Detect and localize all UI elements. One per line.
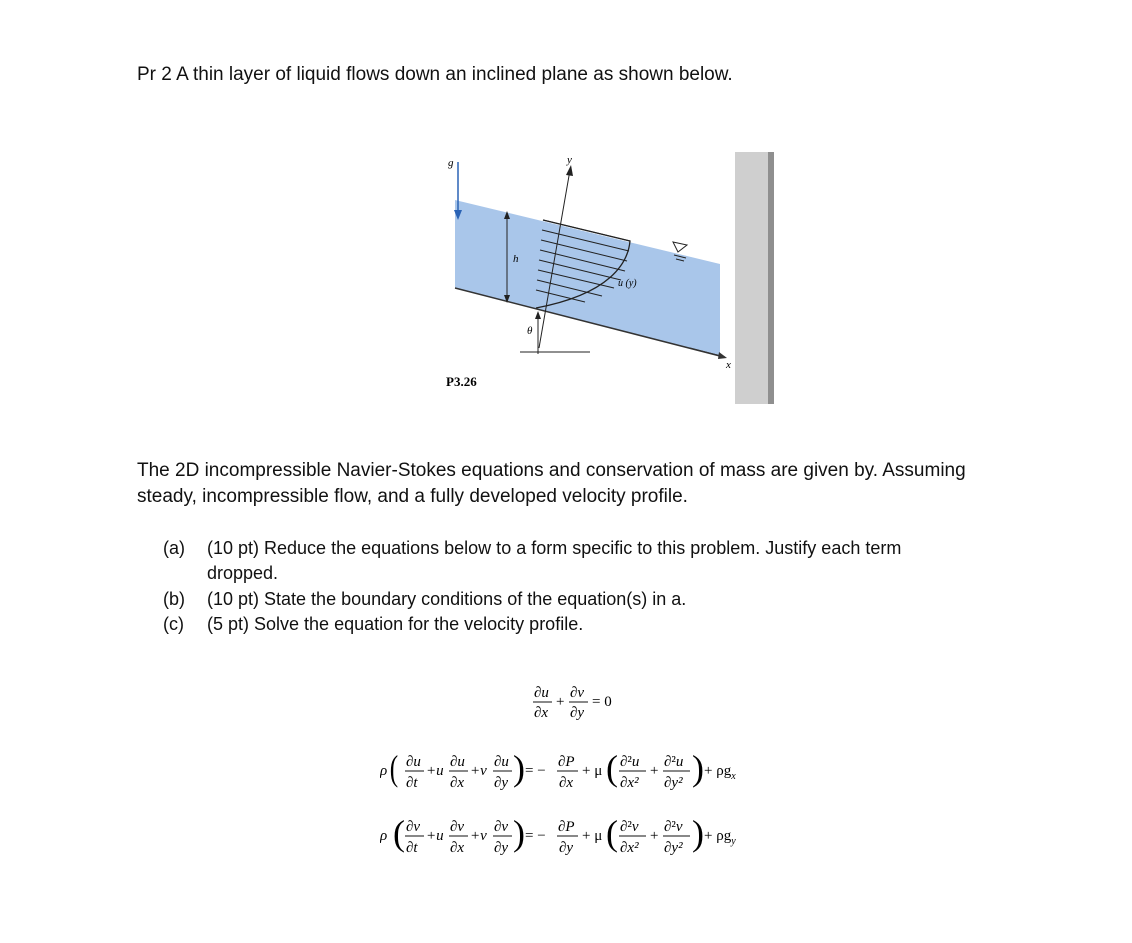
free-surface-symbol (673, 242, 687, 252)
svg-text:): ) (513, 748, 525, 788)
svg-text:+ μ: + μ (582, 828, 603, 844)
y-label: y (567, 154, 572, 166)
frac-dP-dy (557, 819, 578, 856)
frac-dv-dy (493, 819, 512, 856)
svg-text:+v: +v (470, 763, 487, 779)
question-b (163, 587, 983, 613)
svg-text:∂x²: ∂x² (620, 775, 639, 791)
frac-d2v-dy2 (663, 819, 690, 856)
h-label: h (513, 253, 519, 265)
svg-text:∂x: ∂x (450, 840, 465, 856)
svg-text:+: + (650, 828, 659, 844)
svg-text:∂²v: ∂²v (664, 819, 683, 835)
svg-text:): ) (513, 813, 525, 853)
svg-text:∂P: ∂P (558, 819, 575, 835)
svg-text:∂v: ∂v (494, 819, 509, 835)
svg-text:+u: +u (426, 828, 444, 844)
svg-text:∂v: ∂v (570, 685, 585, 701)
svg-text:+ ρgx: + $\rho g_x$ (704, 763, 736, 782)
governing-equations (380, 680, 820, 870)
problem-title: Pr 2 A thin layer of liquid flows down an inclined plane as shown below. (137, 64, 733, 85)
svg-text:∂v: ∂v (450, 819, 465, 835)
svg-text:∂y: ∂y (494, 840, 509, 856)
frac-du-dx (449, 754, 468, 791)
svg-text:∂x: ∂x (559, 775, 574, 791)
frac-d2v-dx2 (619, 819, 646, 856)
svg-text:∂²u: ∂²u (620, 754, 640, 770)
svg-text:∂u: ∂u (534, 685, 549, 701)
frac-dP-dx (557, 754, 578, 791)
frac-dv-dx (449, 819, 468, 856)
svg-text:∂u: ∂u (494, 754, 509, 770)
svg-text:+ ρgy: + $\rho g_y$ (704, 828, 736, 847)
svg-text:ρ: ρ (380, 828, 388, 844)
theta-arrowhead (535, 311, 541, 319)
svg-text:∂P: ∂P (558, 754, 575, 770)
svg-text:∂y: ∂y (494, 775, 509, 791)
wall-strip (735, 152, 773, 404)
svg-text:+: + (556, 694, 565, 710)
theta-label: θ (527, 325, 533, 337)
frac-du-dy (493, 754, 512, 791)
svg-text:+v: +v (470, 828, 487, 844)
svg-text:): ) (692, 748, 704, 788)
svg-text:∂x: ∂x (450, 775, 465, 791)
y-momentum-equation (380, 813, 736, 856)
svg-text:+: + (650, 763, 659, 779)
svg-text:∂²v: ∂²v (620, 819, 639, 835)
svg-text:∂y: ∂y (570, 705, 585, 721)
x-label: x (726, 359, 731, 371)
svg-text:∂u: ∂u (406, 754, 421, 770)
svg-text:= −: = − (525, 828, 546, 844)
svg-text:∂x²: ∂x² (620, 840, 639, 856)
svg-text:∂u: ∂u (450, 754, 465, 770)
svg-text:): ) (692, 813, 704, 853)
svg-text:ρ: ρ (380, 763, 388, 779)
question-c-text: (5 pt) Solve the equation for the velocity profile. (207, 614, 584, 634)
x-momentum-equation (380, 748, 736, 791)
svg-text:∂y²: ∂y² (664, 840, 683, 856)
question-a-label: (a) (163, 538, 185, 558)
svg-text:+ μ: + μ (582, 763, 603, 779)
question-c (163, 612, 983, 638)
frac-dv-dt (405, 819, 424, 856)
svg-text:(: ( (606, 748, 618, 788)
svg-text:∂v: ∂v (406, 819, 421, 835)
svg-text:∂y: ∂y (559, 840, 574, 856)
y-arrowhead (566, 165, 573, 176)
frac-du-dt (405, 754, 424, 791)
svg-text:∂t: ∂t (406, 840, 418, 856)
svg-text:+u: +u (426, 763, 444, 779)
svg-text:(: ( (606, 813, 618, 853)
question-a (163, 536, 983, 588)
u-label: u (y) (618, 278, 637, 289)
svg-text:(: ( (389, 747, 399, 789)
svg-text:∂y²: ∂y² (664, 775, 683, 791)
wall-edge (768, 152, 774, 404)
question-b-label: (b) (163, 589, 185, 609)
frac-d2u-dx2 (619, 754, 646, 791)
question-b-text: (10 pt) State the boundary conditions of the equation(s) in a. (207, 589, 687, 609)
question-a-text: (10 pt) Reduce the equations below to a form specific to this problem. Justify each term dropped. (207, 538, 902, 583)
svg-text:= −: = − (525, 763, 546, 779)
svg-text:= 0: = 0 (592, 694, 612, 710)
frac-dv-dy (569, 685, 588, 721)
figure-caption: P3.26 (446, 374, 477, 389)
liquid-layer (455, 200, 720, 356)
question-c-label: (c) (163, 614, 184, 634)
continuity-equation (533, 685, 612, 721)
frac-d2u-dy2 (663, 754, 690, 791)
svg-text:∂²u: ∂²u (664, 754, 684, 770)
g-label: g (448, 157, 454, 169)
svg-text:∂t: ∂t (406, 775, 418, 791)
x-arrowhead (718, 352, 727, 359)
svg-text:∂x: ∂x (534, 705, 549, 721)
svg-text:(: ( (393, 813, 405, 853)
frac-du-dx (533, 685, 552, 721)
problem-intro: The 2D incompressible Navier-Stokes equations and conservation of mass are given by. Assuming steady, incompressible flow, and a fully developed velocity profile. (137, 460, 966, 507)
inclined-plane-figure (430, 148, 780, 408)
